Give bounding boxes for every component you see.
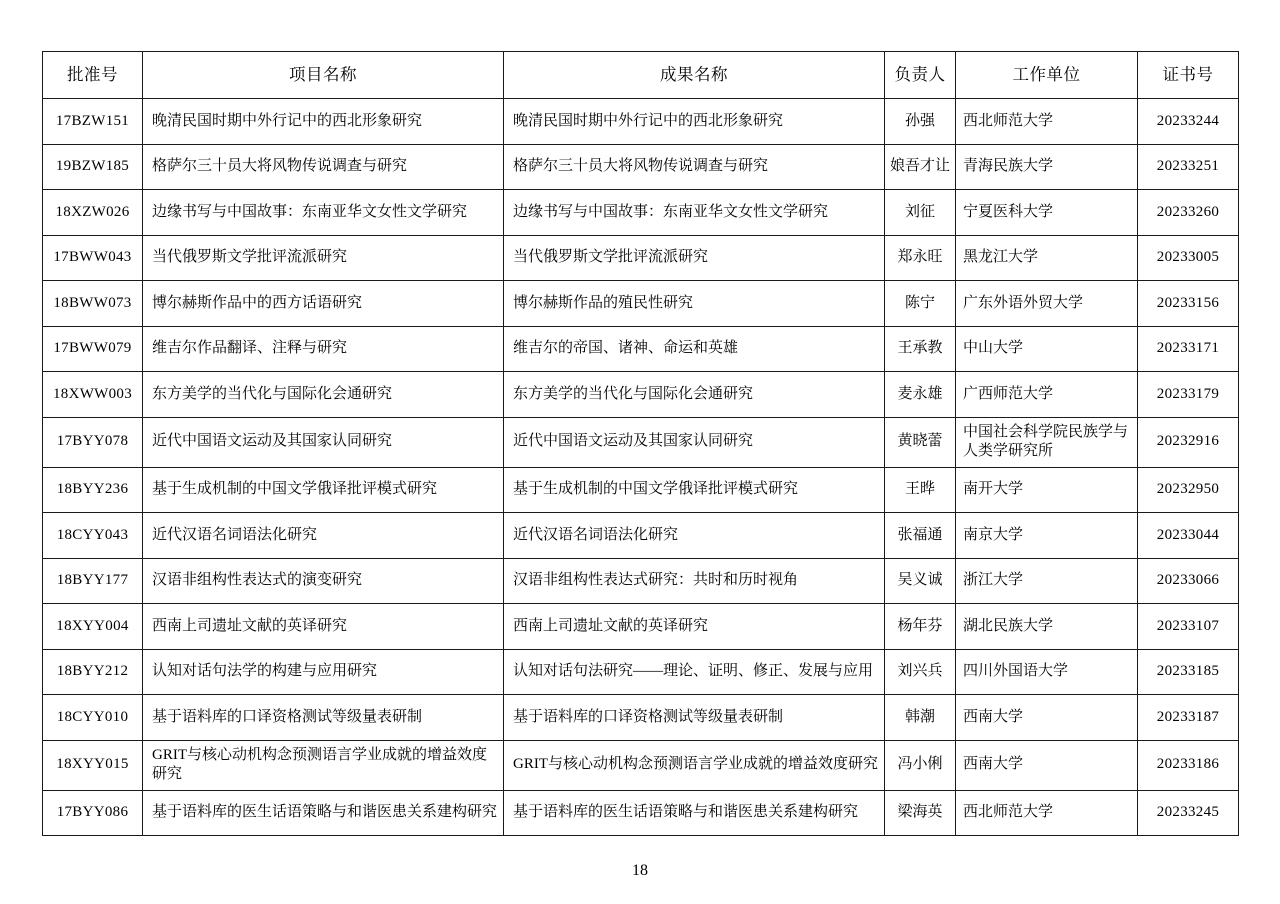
cell-certificate-number-text: 20233187 bbox=[1156, 708, 1220, 725]
column-header-result-name: 成果名称 bbox=[504, 52, 885, 99]
cell-result-name bbox=[504, 790, 885, 836]
cell-work-unit bbox=[956, 790, 1138, 836]
cell-leader-text: 吴义诚 bbox=[897, 572, 943, 589]
table-row bbox=[43, 790, 1239, 836]
cell-certificate-number-text: 20233179 bbox=[1156, 385, 1220, 402]
cell-result-name bbox=[504, 740, 885, 790]
column-header-project-name: 项目名称 bbox=[143, 52, 504, 99]
cell-grant-number bbox=[43, 740, 143, 790]
cell-certificate-number bbox=[1138, 790, 1239, 836]
cell-certificate-number-text: 20233107 bbox=[1156, 617, 1220, 634]
cell-work-unit bbox=[956, 513, 1138, 559]
cell-grant-number bbox=[43, 417, 143, 467]
cell-work-unit-text: 浙江大学 bbox=[963, 572, 1024, 589]
cell-leader-text: 郑永旺 bbox=[897, 249, 943, 266]
cell-certificate-number bbox=[1138, 417, 1239, 467]
cell-certificate-number-text: 20233260 bbox=[1156, 203, 1220, 220]
cell-project-name-text: 当代俄罗斯文学批评流派研究 bbox=[152, 249, 348, 266]
cell-grant-number bbox=[43, 604, 143, 650]
cell-result-name-text: 东方美学的当代化与国际化会通研究 bbox=[513, 385, 754, 402]
cell-certificate-number bbox=[1138, 695, 1239, 741]
page-number: 18 bbox=[632, 862, 648, 879]
cell-certificate-number bbox=[1138, 513, 1239, 559]
cell-certificate-number bbox=[1138, 604, 1239, 650]
cell-project-name bbox=[143, 372, 504, 418]
cell-certificate-number bbox=[1138, 144, 1239, 190]
cell-leader bbox=[885, 99, 956, 145]
cell-leader-text: 冯小俐 bbox=[897, 756, 943, 773]
cell-grant-number-text: 17BWW043 bbox=[53, 249, 132, 266]
cell-project-name bbox=[143, 513, 504, 559]
cell-result-name-text: 西南上司遗址文献的英译研究 bbox=[513, 617, 709, 634]
cell-grant-number bbox=[43, 326, 143, 372]
cell-result-name bbox=[504, 190, 885, 236]
table-row bbox=[43, 235, 1239, 281]
cell-result-name bbox=[504, 649, 885, 695]
cell-grant-number-text: 18BYY212 bbox=[56, 663, 129, 680]
cell-work-unit bbox=[956, 695, 1138, 741]
table-row bbox=[43, 99, 1239, 145]
cell-work-unit-text: 中山大学 bbox=[963, 340, 1024, 357]
cell-result-name bbox=[504, 467, 885, 513]
cell-result-name bbox=[504, 144, 885, 190]
cell-leader-text: 陈宁 bbox=[904, 294, 935, 311]
cell-certificate-number-text: 20233186 bbox=[1156, 756, 1220, 773]
cell-leader bbox=[885, 235, 956, 281]
cell-grant-number-text: 17BWW079 bbox=[53, 340, 132, 357]
cell-grant-number bbox=[43, 99, 143, 145]
table-header-row bbox=[43, 52, 1239, 99]
cell-leader bbox=[885, 649, 956, 695]
cell-result-name-text: 博尔赫斯作品的殖民性研究 bbox=[513, 294, 694, 311]
cell-result-name bbox=[504, 695, 885, 741]
cell-work-unit bbox=[956, 467, 1138, 513]
cell-grant-number bbox=[43, 649, 143, 695]
cell-project-name bbox=[143, 695, 504, 741]
cell-certificate-number bbox=[1138, 740, 1239, 790]
cell-grant-number-text: 19BZW185 bbox=[55, 158, 130, 175]
cell-project-name bbox=[143, 144, 504, 190]
cell-work-unit-text: 湖北民族大学 bbox=[963, 617, 1054, 634]
cell-result-name-text: 认知对话句法研究——理论、证明、修正、发展与应用 bbox=[513, 663, 874, 680]
cell-work-unit-text: 西北师范大学 bbox=[963, 112, 1054, 129]
table-row bbox=[43, 144, 1239, 190]
cell-leader-text: 张福通 bbox=[897, 526, 943, 543]
cell-leader-text: 娘吾才让 bbox=[889, 158, 950, 175]
cell-result-name bbox=[504, 417, 885, 467]
cell-project-name bbox=[143, 649, 504, 695]
cell-grant-number-text: 18XYY004 bbox=[56, 617, 129, 634]
cell-result-name bbox=[504, 281, 885, 327]
cell-certificate-number-text: 20233244 bbox=[1156, 112, 1220, 129]
cell-result-name bbox=[504, 513, 885, 559]
cell-work-unit-text: 四川外国语大学 bbox=[963, 663, 1069, 680]
cell-work-unit bbox=[956, 417, 1138, 467]
cell-leader-text: 王晔 bbox=[904, 481, 935, 498]
table-row bbox=[43, 326, 1239, 372]
cell-result-name-text: 边缘书写与中国故事：东南亚华文女性文学研究 bbox=[513, 203, 829, 220]
cell-project-name-text: 近代中国语文运动及其国家认同研究 bbox=[152, 433, 393, 450]
cell-grant-number-text: 18CYY010 bbox=[56, 708, 129, 725]
cell-leader-text: 黄晓蕾 bbox=[897, 433, 943, 450]
column-header-grant-number: 批准号 bbox=[43, 52, 143, 99]
cell-grant-number bbox=[43, 467, 143, 513]
table-row bbox=[43, 649, 1239, 695]
cell-project-name bbox=[143, 326, 504, 372]
cell-grant-number bbox=[43, 695, 143, 741]
cell-work-unit bbox=[956, 99, 1138, 145]
cell-grant-number-text: 18BYY177 bbox=[56, 572, 129, 589]
cell-grant-number bbox=[43, 190, 143, 236]
cell-leader-text: 梁海英 bbox=[897, 804, 943, 821]
cell-leader bbox=[885, 604, 956, 650]
cell-project-name-text: 格萨尔三十员大将风物传说调查与研究 bbox=[152, 158, 408, 175]
cell-grant-number bbox=[43, 235, 143, 281]
cell-project-name bbox=[143, 604, 504, 650]
cell-grant-number bbox=[43, 144, 143, 190]
cell-result-name-text: 近代汉语名词语法化研究 bbox=[513, 526, 679, 543]
cell-grant-number-text: 18BYY236 bbox=[56, 481, 129, 498]
cell-project-name-text: 西南上司遗址文献的英译研究 bbox=[152, 617, 348, 634]
cell-work-unit bbox=[956, 235, 1138, 281]
award-results-table bbox=[42, 51, 1239, 836]
cell-certificate-number bbox=[1138, 467, 1239, 513]
cell-work-unit-text: 中国社会科学院民族学与人类学研究所 bbox=[963, 423, 1129, 459]
cell-grant-number-text: 18XZW026 bbox=[55, 203, 130, 220]
cell-project-name bbox=[143, 558, 504, 604]
cell-work-unit bbox=[956, 281, 1138, 327]
cell-leader bbox=[885, 281, 956, 327]
cell-result-name-text: 格萨尔三十员大将风物传说调查与研究 bbox=[513, 158, 769, 175]
cell-work-unit-text: 西北师范大学 bbox=[963, 804, 1054, 821]
column-header-work-unit: 工作单位 bbox=[956, 52, 1138, 99]
cell-leader bbox=[885, 695, 956, 741]
table-row bbox=[43, 467, 1239, 513]
cell-result-name-text: 基于语料库的医生话语策略与和谐医患关系建构研究 bbox=[513, 804, 859, 821]
cell-leader-text: 王承教 bbox=[897, 340, 943, 357]
cell-grant-number-text: 18CYY043 bbox=[56, 526, 129, 543]
cell-leader bbox=[885, 558, 956, 604]
cell-work-unit bbox=[956, 190, 1138, 236]
cell-work-unit bbox=[956, 372, 1138, 418]
cell-result-name-text: 基于语料库的口译资格测试等级量表研制 bbox=[513, 708, 784, 725]
cell-result-name-text: 汉语非组构性表达式研究：共时和历时视角 bbox=[513, 572, 799, 589]
cell-work-unit-text: 南京大学 bbox=[963, 526, 1024, 543]
cell-work-unit bbox=[956, 144, 1138, 190]
cell-certificate-number bbox=[1138, 558, 1239, 604]
cell-project-name bbox=[143, 281, 504, 327]
cell-grant-number-text: 17BYY078 bbox=[56, 433, 129, 450]
cell-work-unit-text: 西南大学 bbox=[963, 708, 1024, 725]
table-row bbox=[43, 695, 1239, 741]
cell-certificate-number-text: 20233251 bbox=[1156, 158, 1220, 175]
cell-result-name bbox=[504, 99, 885, 145]
cell-grant-number bbox=[43, 558, 143, 604]
table-header bbox=[43, 52, 1239, 99]
cell-leader-text: 刘征 bbox=[904, 203, 935, 220]
cell-certificate-number-text: 20233245 bbox=[1156, 804, 1220, 821]
cell-certificate-number bbox=[1138, 99, 1239, 145]
cell-work-unit bbox=[956, 604, 1138, 650]
cell-grant-number-text: 18XWW003 bbox=[52, 385, 133, 402]
cell-result-name-text: 晚清民国时期中外行记中的西北形象研究 bbox=[513, 112, 784, 129]
cell-leader-text: 杨年芬 bbox=[897, 617, 943, 634]
table-row bbox=[43, 740, 1239, 790]
cell-project-name bbox=[143, 190, 504, 236]
cell-grant-number-text: 17BZW151 bbox=[55, 112, 130, 129]
cell-certificate-number bbox=[1138, 326, 1239, 372]
cell-certificate-number bbox=[1138, 235, 1239, 281]
cell-project-name bbox=[143, 417, 504, 467]
cell-leader-text: 韩潮 bbox=[904, 708, 935, 725]
cell-grant-number bbox=[43, 281, 143, 327]
cell-work-unit-text: 西南大学 bbox=[963, 756, 1024, 773]
cell-work-unit-text: 宁夏医科大学 bbox=[963, 203, 1054, 220]
cell-certificate-number bbox=[1138, 649, 1239, 695]
cell-certificate-number-text: 20232916 bbox=[1156, 433, 1220, 450]
cell-certificate-number-text: 20233066 bbox=[1156, 572, 1220, 589]
cell-leader-text: 刘兴兵 bbox=[897, 663, 943, 680]
cell-project-name bbox=[143, 740, 504, 790]
cell-project-name-text: 基于生成机制的中国文学俄译批评模式研究 bbox=[152, 481, 438, 498]
cell-certificate-number-text: 20233005 bbox=[1156, 249, 1220, 266]
cell-grant-number-text: 17BYY086 bbox=[56, 804, 129, 821]
cell-project-name-text: 边缘书写与中国故事：东南亚华文女性文学研究 bbox=[152, 203, 468, 220]
cell-grant-number bbox=[43, 790, 143, 836]
cell-result-name bbox=[504, 372, 885, 418]
cell-leader bbox=[885, 740, 956, 790]
column-header-leader: 负责人 bbox=[885, 52, 956, 99]
cell-leader bbox=[885, 790, 956, 836]
cell-result-name-text: GRIT与核心动机构念预测语言学业成就的增益效度研究 bbox=[513, 756, 878, 773]
cell-work-unit-text: 南开大学 bbox=[963, 481, 1024, 498]
table-row bbox=[43, 190, 1239, 236]
cell-certificate-number-text: 20233044 bbox=[1156, 526, 1220, 543]
cell-work-unit-text: 广东外语外贸大学 bbox=[963, 294, 1084, 311]
table-row bbox=[43, 513, 1239, 559]
cell-work-unit-text: 青海民族大学 bbox=[963, 158, 1054, 175]
cell-leader bbox=[885, 372, 956, 418]
cell-certificate-number-text: 20233156 bbox=[1156, 294, 1220, 311]
cell-certificate-number bbox=[1138, 281, 1239, 327]
cell-work-unit-text: 广西师范大学 bbox=[963, 385, 1054, 402]
cell-leader bbox=[885, 513, 956, 559]
table-row bbox=[43, 604, 1239, 650]
cell-project-name bbox=[143, 235, 504, 281]
cell-project-name bbox=[143, 790, 504, 836]
cell-certificate-number-text: 20233185 bbox=[1156, 663, 1220, 680]
cell-project-name-text: 基于语料库的口译资格测试等级量表研制 bbox=[152, 708, 423, 725]
cell-work-unit bbox=[956, 326, 1138, 372]
cell-result-name bbox=[504, 604, 885, 650]
cell-project-name-text: 东方美学的当代化与国际化会通研究 bbox=[152, 385, 393, 402]
table-row bbox=[43, 558, 1239, 604]
cell-project-name-text: 基于语料库的医生话语策略与和谐医患关系建构研究 bbox=[152, 804, 498, 821]
cell-leader bbox=[885, 417, 956, 467]
cell-work-unit bbox=[956, 558, 1138, 604]
cell-project-name bbox=[143, 99, 504, 145]
table-row bbox=[43, 417, 1239, 467]
cell-project-name bbox=[143, 467, 504, 513]
cell-leader bbox=[885, 326, 956, 372]
cell-leader bbox=[885, 190, 956, 236]
cell-certificate-number bbox=[1138, 372, 1239, 418]
cell-certificate-number bbox=[1138, 190, 1239, 236]
cell-project-name-text: 汉语非组构性表达式的演变研究 bbox=[152, 572, 363, 589]
cell-leader-text: 孙强 bbox=[904, 112, 935, 129]
table-row bbox=[43, 281, 1239, 327]
cell-result-name bbox=[504, 235, 885, 281]
cell-leader bbox=[885, 144, 956, 190]
cell-grant-number-text: 18BWW073 bbox=[53, 294, 132, 311]
cell-result-name-text: 基于生成机制的中国文学俄译批评模式研究 bbox=[513, 481, 799, 498]
cell-project-name-text: GRIT与核心动机构念预测语言学业成就的增益效度研究 bbox=[152, 746, 487, 782]
cell-grant-number-text: 18XYY015 bbox=[56, 756, 129, 773]
cell-result-name bbox=[504, 558, 885, 604]
cell-certificate-number-text: 20233171 bbox=[1156, 340, 1220, 357]
table-row bbox=[43, 372, 1239, 418]
cell-project-name-text: 认知对话句法学的构建与应用研究 bbox=[152, 663, 378, 680]
cell-leader bbox=[885, 467, 956, 513]
cell-grant-number bbox=[43, 372, 143, 418]
cell-grant-number bbox=[43, 513, 143, 559]
cell-leader-text: 麦永雄 bbox=[897, 385, 943, 402]
cell-certificate-number-text: 20232950 bbox=[1156, 481, 1220, 498]
cell-work-unit bbox=[956, 740, 1138, 790]
cell-result-name-text: 当代俄罗斯文学批评流派研究 bbox=[513, 249, 709, 266]
cell-result-name-text: 近代中国语文运动及其国家认同研究 bbox=[513, 433, 754, 450]
table-body bbox=[43, 99, 1239, 836]
cell-work-unit-text: 黑龙江大学 bbox=[963, 249, 1039, 266]
cell-result-name-text: 维吉尔的帝国、诸神、命运和英雄 bbox=[513, 340, 739, 357]
cell-result-name bbox=[504, 326, 885, 372]
cell-project-name-text: 晚清民国时期中外行记中的西北形象研究 bbox=[152, 112, 423, 129]
cell-work-unit bbox=[956, 649, 1138, 695]
column-header-certificate-number: 证书号 bbox=[1138, 52, 1239, 99]
cell-project-name-text: 近代汉语名词语法化研究 bbox=[152, 526, 318, 543]
cell-project-name-text: 博尔赫斯作品中的西方话语研究 bbox=[152, 294, 363, 311]
cell-project-name-text: 维吉尔作品翻译、注释与研究 bbox=[152, 340, 348, 357]
